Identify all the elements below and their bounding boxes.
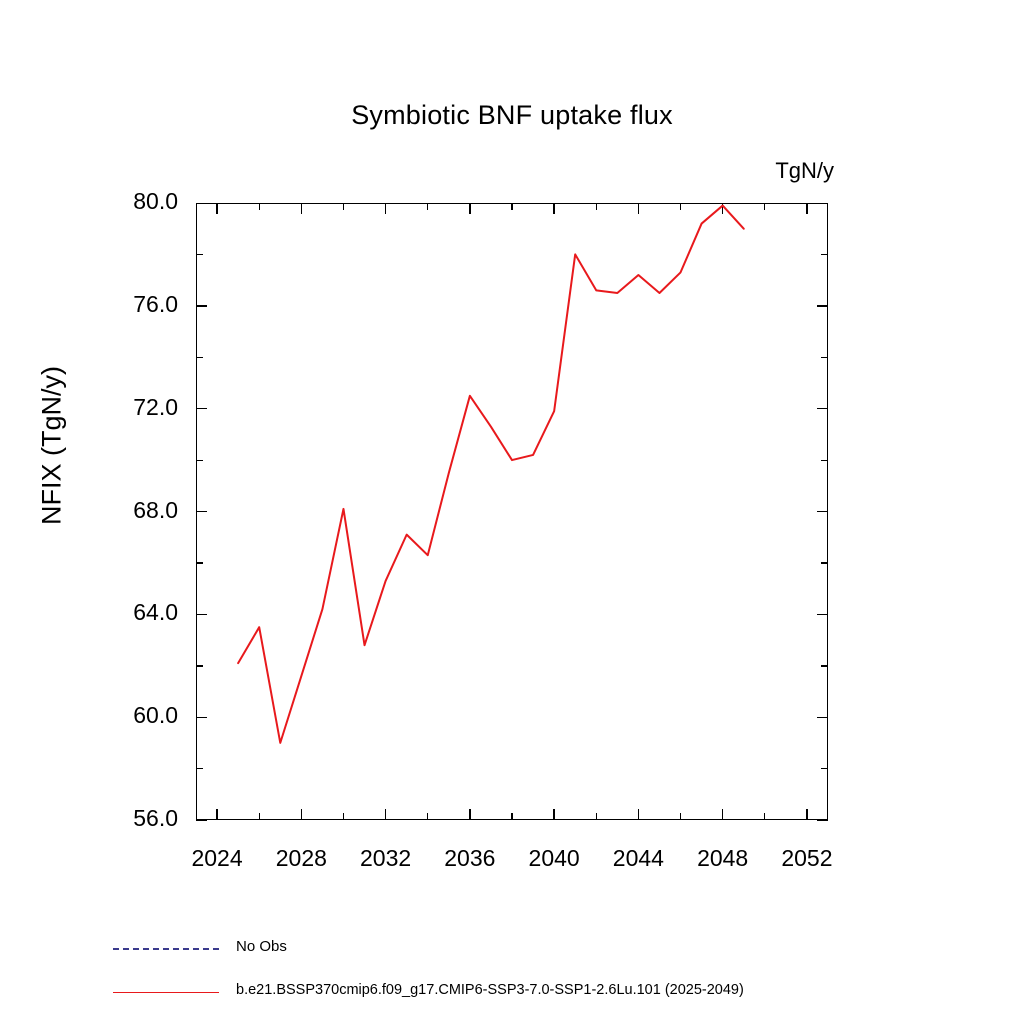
x-tick-label: 2036 [444,845,496,871]
y-tick-label: 80.0 [133,188,178,214]
y-tick-label: 72.0 [133,393,178,420]
legend-label-model: b.e21.BSSP370cmip6.f09_g17.CMIP6-SSP3-7.0-SSP1-2.6Lu.101 (2025-2049) [236,982,744,998]
legend-swatch-solid [113,992,219,993]
y-tick-label: 76.0 [133,290,178,317]
y-tick-label: 68.0 [133,496,178,523]
x-tick-label: 2028 [275,845,327,871]
y-tick-label: 60.0 [133,702,178,729]
x-tick-label: 2044 [612,845,664,871]
x-tick-label: 2040 [528,845,580,871]
x-tick-label: 2052 [781,845,833,871]
x-tick-label: 2032 [360,845,412,871]
data-series-layer [196,203,828,820]
x-tick-label: 2048 [697,845,749,871]
unit-label: TgN/y [775,158,834,183]
legend-label-no-obs: No Obs [236,938,287,955]
chart-legend [0,930,1024,1018]
y-tick-label: 64.0 [133,599,178,626]
y-tick-label: 56.0 [133,805,178,831]
series-line [238,206,744,743]
y-axis-label: NFIX (TgN/y) [36,366,67,525]
legend-swatch-dashed [113,948,219,950]
chart-title: Symbiotic BNF uptake flux [351,100,673,130]
legend-item-no-obs [0,930,1024,974]
x-tick-label: 2024 [191,845,243,871]
legend-item-model [0,974,1024,1018]
